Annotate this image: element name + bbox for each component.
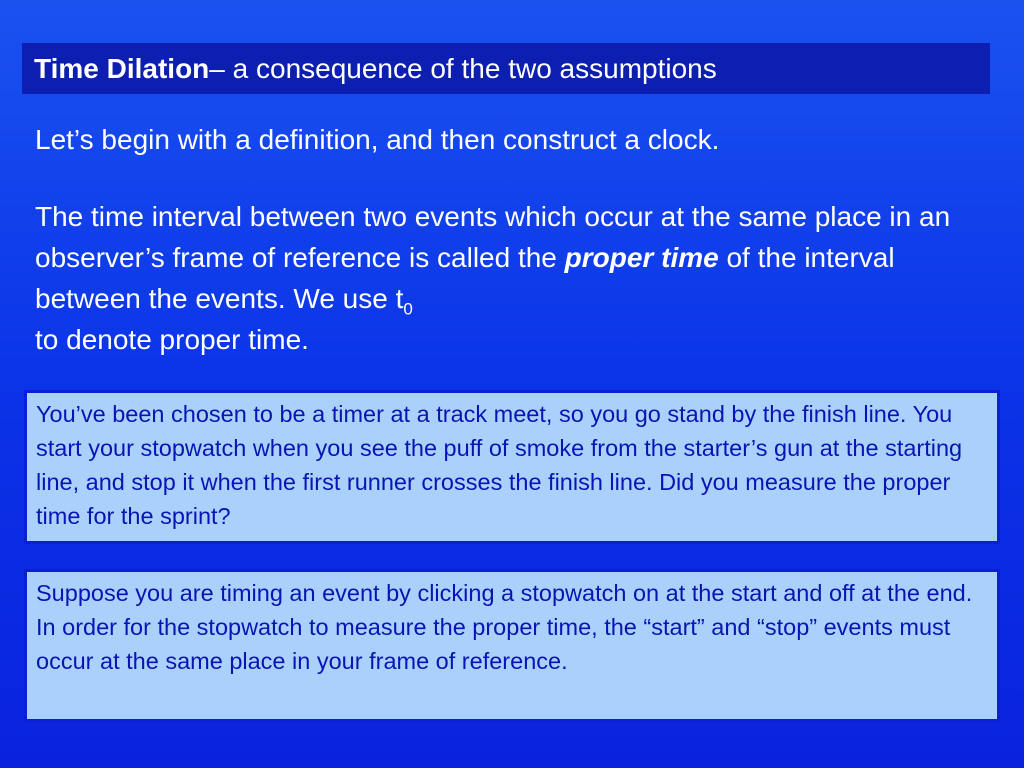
question-box-track-meet: You’ve been chosen to be a timer at a track meet, so you go stand by the finish line. You start your stopwatch when you see the puff of smoke from the starter’s gun at the starting line, and stop it when the first runner crosses the finish line. Did you measure the proper time for the sprint? xyxy=(24,390,1000,544)
info-box-stopwatch: Suppose you are timing an event by clicking a stopwatch on at the start and off at the end. In order for the stopwatch to measure the proper time, the “start” and “stop” events must occur at the same place in your frame of reference. xyxy=(24,569,1000,722)
intro-text: Let’s begin with a definition, and then construct a clock. xyxy=(35,124,720,155)
definition-part-3: to denote proper time. xyxy=(35,324,309,355)
definition-part-1: The time interval between two events which occur at the same place in an observer’s frame of reference is called the xyxy=(35,201,951,273)
definition-paragraph xyxy=(35,196,995,360)
slide-title-rest: – a consequence of the two assumptions xyxy=(209,52,717,84)
proper-time-term: proper time xyxy=(564,242,719,273)
slide-title-bold: Time Dilation xyxy=(34,52,210,84)
t0-subscript: 0 xyxy=(403,299,413,319)
definition-part-2: of the interval between the events. We use t xyxy=(35,242,895,314)
slide-title-bar xyxy=(22,43,990,94)
